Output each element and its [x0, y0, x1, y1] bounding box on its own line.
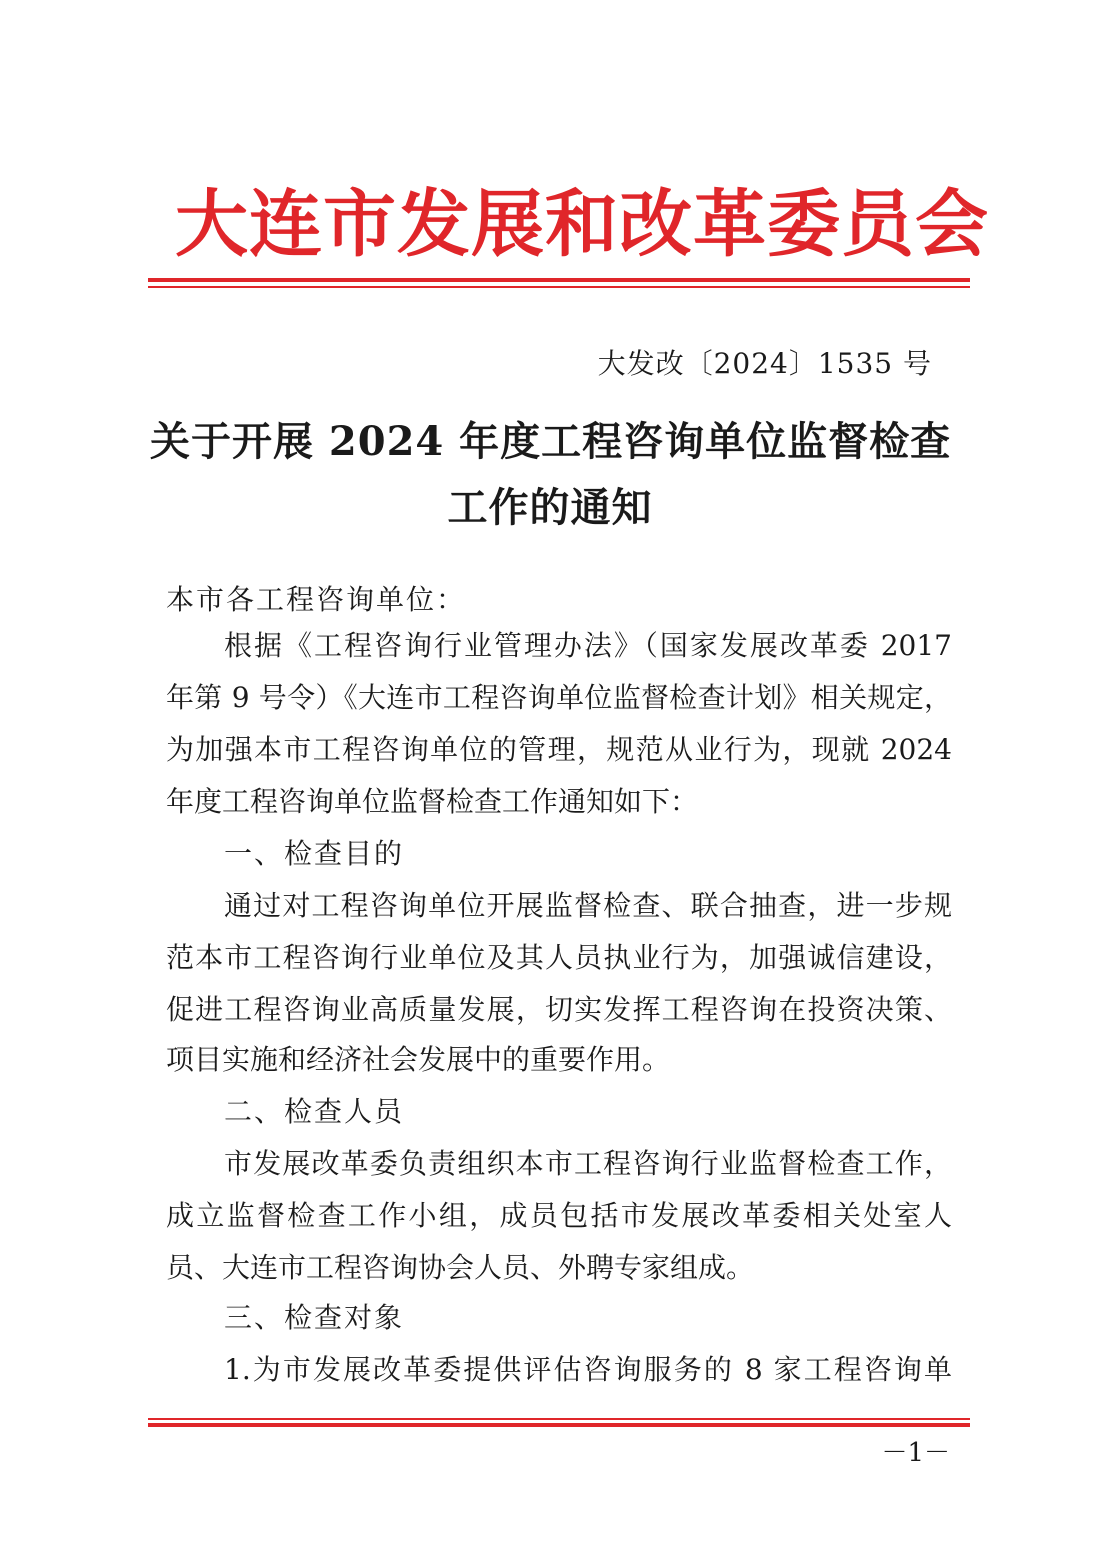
footer-rule-thin: [148, 1418, 970, 1420]
intro-line: 年第 9 号令）《大连市工程咨询单位监督检查计划》相关规定，: [166, 681, 952, 714]
page-number: －1－: [881, 1438, 950, 1468]
section-heading-personnel: 二、检查人员: [224, 1095, 405, 1128]
section-line: 市发展改革委负责组织本市工程咨询行业监督检查工作，: [224, 1147, 952, 1180]
header-rule-thin: [148, 286, 970, 288]
salutation: 本市各工程咨询单位：: [166, 583, 467, 616]
document-number: 大发改〔2024〕1535 号: [597, 347, 932, 380]
intro-line: 为加强本市工程咨询单位的管理，规范从业行为，现就 2024: [166, 733, 952, 766]
section-line: 成立监督检查工作小组，成员包括市发展改革委相关处室人: [166, 1199, 952, 1232]
section-line: 项目实施和经济社会发展中的重要作用。: [166, 1043, 671, 1076]
section-line: 范本市工程咨询行业单位及其人员执业行为，加强诚信建设，: [166, 941, 952, 974]
intro-line: 根据《工程咨询行业管理办法》（国家发展改革委 2017: [224, 629, 952, 662]
org-header: 大连市发展和改革委员会: [175, 181, 989, 267]
section-heading-purpose: 一、检查目的: [224, 837, 405, 870]
footer-rule-thick: [148, 1423, 970, 1427]
section-line: 员、大连市工程咨询协会人员、外聘专家组成。: [166, 1251, 755, 1284]
document-title-line-1: 关于开展 2024 年度工程咨询单位监督检查: [150, 418, 952, 465]
intro-line: 年度工程咨询单位监督检查工作通知如下：: [166, 785, 699, 818]
section-line: 促进工程咨询业高质量发展，切实发挥工程咨询在投资决策、: [166, 993, 952, 1026]
document-title-line-2: 工作的通知: [447, 484, 653, 531]
section-heading-targets: 三、检查对象: [224, 1301, 405, 1334]
section-line: 1.为市发展改革委提供评估咨询服务的 8 家工程咨询单: [224, 1353, 952, 1386]
header-rule-thick: [148, 278, 970, 282]
section-line: 通过对工程咨询单位开展监督检查、联合抽查，进一步规: [224, 889, 952, 922]
